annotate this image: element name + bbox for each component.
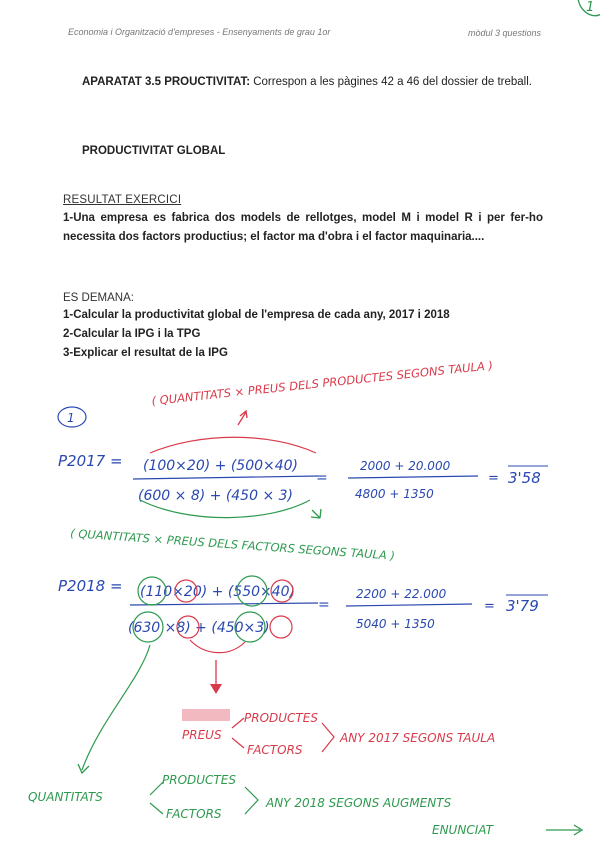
circle-number: 1 (67, 411, 75, 425)
p2018-label: P2018 = (58, 577, 123, 595)
svg-text:=: = (316, 470, 328, 486)
heading-text: Correspon a les pàgines 42 a 46 del dossier de treball. (253, 76, 532, 88)
question-1: 1-Calcular la productivitat global de l'empresa de cada any, 2017 i 2018 (63, 309, 450, 321)
note-prices-products: ( QUANTITATS × PREUS DELS PRODUCTES SEGONS TAULA ) (150, 358, 494, 408)
question-2: 2-Calcular la IPG i la TPG (63, 328, 201, 340)
green-productes: PRODUCTES (162, 773, 236, 787)
exercise-text: 1-Una empresa es fabrica dos models de rellotges, model M i model R i per fer-ho necessita dos factors productius; el factor ma d'obra i el factor maquinaria.... (63, 212, 543, 243)
note-prices-factors: ( QUANTITATS × PREUS DELS FACTORS SEGONS TAULA ) (69, 526, 396, 563)
svg-text:=: = (318, 597, 330, 613)
section-title: PRODUCTIVITAT GLOBAL (82, 145, 226, 157)
p2017-label: P2017 = (58, 452, 123, 470)
p2017-numerator: (100×20) + (500×40) (143, 458, 299, 474)
p2018-numerator-2: 2200 + 22.000 (356, 587, 447, 601)
red-productes: PRODUCTES (244, 711, 318, 725)
header-left: Economia i Organització d'empreses - Ensenyaments de grau 1or (68, 27, 331, 37)
es-demana-label: ES DEMANA: (63, 292, 134, 304)
p2018-denominator-2: 5040 + 1350 (356, 617, 435, 631)
red-any-2017: ANY 2017 SEGONS TAULA (340, 731, 496, 745)
p2017-result: 3'58 (508, 469, 541, 487)
p2017-denominator: (600 × 8) + (450 × 3) (138, 488, 293, 504)
green-quantitats: QUANTITATS (28, 790, 103, 804)
p2018-numerator: (110×20) + (550×40) (140, 584, 296, 600)
red-preus: PREUS (182, 728, 222, 742)
p2018-result: 3'79 (506, 597, 539, 615)
heading-label: APARATAT 3.5 PROUCTIVITAT: (82, 76, 251, 88)
p2018-denominator: (630 ×8) + (450×3) (128, 620, 270, 636)
page-number: 1 (586, 0, 595, 15)
green-any-2018: ANY 2018 SEGONS AUGMENTS (266, 796, 452, 810)
svg-text:=: = (484, 599, 495, 614)
header-right: mòdul 3 questions (468, 28, 542, 38)
resultat-label: RESULTAT EXERCICI (63, 194, 182, 206)
p2017-denominator-2: 4800 + 1350 (355, 487, 434, 501)
svg-text:=: = (488, 471, 499, 486)
question-3: 3-Explicar el resultat de la IPG (63, 347, 228, 359)
p2017-numerator-2: 2000 + 20.000 (360, 459, 451, 473)
green-enunciat: ENUNCIAT (432, 823, 493, 837)
green-factors: FACTORS (166, 807, 222, 821)
red-factors: FACTORS (247, 743, 303, 757)
